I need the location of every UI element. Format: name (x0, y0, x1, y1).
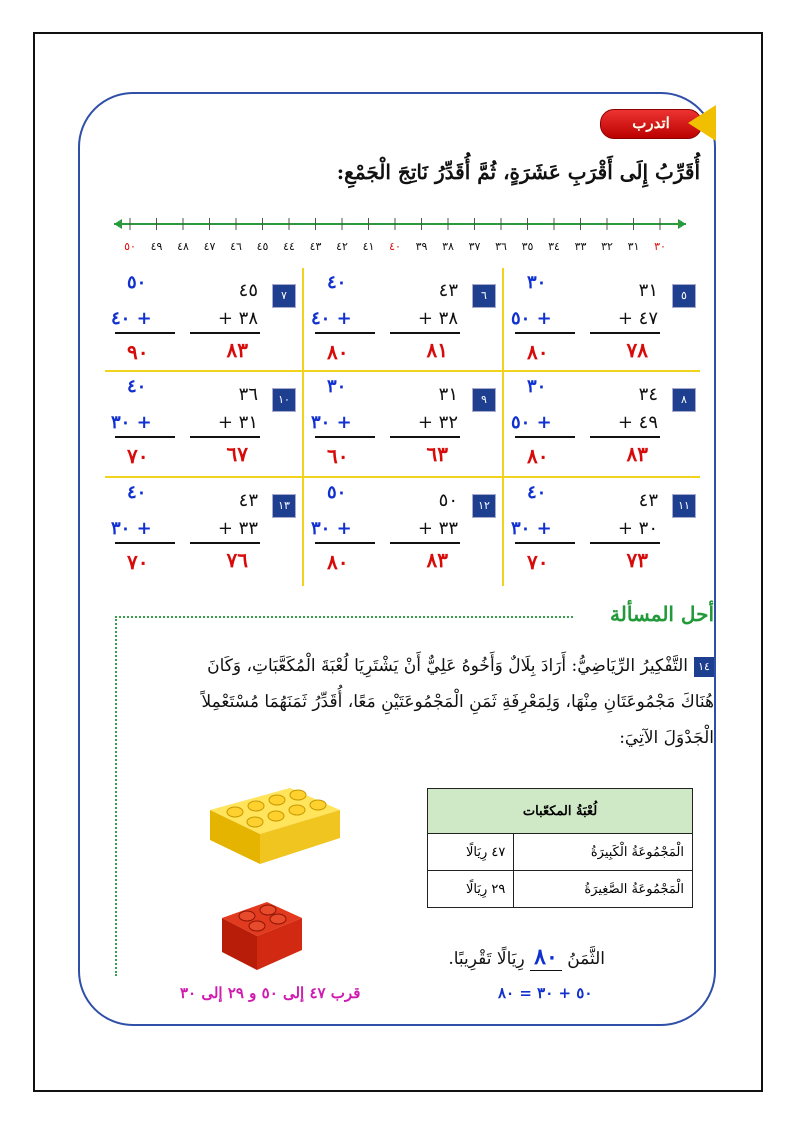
exact-sum: ٨٣ (426, 548, 448, 572)
rounded-bottom: + ٣٠ (311, 412, 352, 433)
exercise-cell (505, 478, 700, 580)
dotted-divider (115, 616, 117, 976)
exact-sum: ٧٣ (626, 548, 648, 572)
exact-sum: ٨٣ (226, 338, 248, 362)
arrow-left-icon (114, 219, 122, 229)
row-price: ٢٩ رِيَالًا (428, 871, 514, 908)
addend-bottom: + ٤٧ (617, 308, 658, 329)
addend-bottom: + ٣٣ (417, 518, 458, 539)
addend-bottom: + ٣٣ (217, 518, 258, 539)
exercise-number: ٧ (272, 284, 296, 308)
answer-line (448, 944, 605, 970)
exercise-cell (105, 372, 300, 474)
exact-sum: ٧٦ (226, 548, 248, 572)
practice-label: اتدرب (600, 109, 702, 139)
rounded-bottom: + ٤٠ (311, 308, 352, 329)
sum-underline (190, 332, 260, 334)
exercise-number: ١٢ (472, 494, 496, 518)
number-line-label: ٤٠ (389, 240, 401, 253)
exercise-number: ١٠ (272, 388, 296, 412)
exact-sum: ٨٣ (626, 442, 648, 466)
number-line-label: ٤٥ (256, 240, 269, 253)
equation-note: ٥٠ + ٣٠ = ٨٠ (498, 984, 593, 1002)
addend-top: ٤٣ (438, 280, 458, 301)
number-line-label: ٤٦ (230, 240, 242, 253)
number-line-label: ٣٤ (548, 240, 560, 253)
estimate-underline (315, 542, 375, 544)
exercise-cell (105, 268, 300, 370)
addend-bottom: + ٣١ (217, 412, 258, 433)
addend-top: ٤٣ (638, 490, 658, 511)
sum-underline (590, 332, 660, 334)
number-line-label: ٣٧ (468, 240, 481, 253)
estimated-sum: ٧٠ (127, 444, 149, 468)
estimated-sum: ٧٠ (127, 550, 149, 574)
number-line-label: ٣٩ (415, 240, 428, 253)
section-title: أحل المسألة (610, 602, 714, 626)
number-line-label: ٤٨ (177, 240, 189, 253)
rounded-bottom: + ٣٠ (111, 518, 152, 539)
sum-underline (590, 542, 660, 544)
number-line-label: ٣٥ (521, 240, 534, 253)
exact-sum: ٦٣ (426, 442, 448, 466)
exact-sum: ٦٧ (226, 442, 248, 466)
exercise-number: ٩ (472, 388, 496, 412)
rounded-bottom: + ٤٠ (111, 308, 152, 329)
number-line-label: ٤٣ (309, 240, 322, 253)
sum-underline (390, 332, 460, 334)
estimate-underline (515, 542, 575, 544)
exercise-cell (505, 372, 700, 474)
number-line-label: ٥٠ (124, 240, 136, 253)
problem-line-3: الْجَدْوَلَ الآتِيَ: (619, 728, 714, 748)
addend-bottom: + ٤٩ (617, 412, 658, 433)
estimated-sum: ٨٠ (327, 340, 349, 364)
exercise-cell (305, 372, 500, 474)
table-row (428, 871, 693, 908)
number-line-label: ٤٤ (283, 240, 295, 253)
estimate-underline (115, 332, 175, 334)
estimate-underline (315, 332, 375, 334)
estimated-sum: ٧٠ (527, 550, 549, 574)
exercise-number: ١٣ (272, 494, 296, 518)
addend-top: ٣١ (638, 280, 658, 301)
exercise-number: ٥ (672, 284, 696, 308)
grid-divider (502, 268, 504, 586)
sum-underline (390, 542, 460, 544)
rounded-top: ٤٠ (127, 482, 147, 503)
number-line-label: ٣٦ (495, 240, 507, 253)
rounded-top: ٣٠ (527, 376, 547, 397)
rounded-top: ٥٠ (127, 272, 147, 293)
answer-value[interactable]: ٨٠ (530, 944, 562, 971)
problem-line-2: هُنَاكَ مَجْمُوعَتَانِ مِنْهَا، وَلِمَعْرِفَةِ ثَمَنِ الْمَجْمُوعَتَيْنِ مَعًا، أُقَدِّرُ ثَمَنَهُمَا مُسْتَعْمِلاً (201, 692, 714, 712)
addend-bottom: + ٣٠ (617, 518, 658, 539)
exact-sum: ٨١ (426, 338, 448, 362)
rounded-bottom: + ٣٠ (311, 518, 352, 539)
estimate-underline (115, 436, 175, 438)
estimated-sum: ٨٠ (327, 550, 349, 574)
rounded-bottom: + ٥٠ (511, 412, 552, 433)
rounded-top: ٤٠ (127, 376, 147, 397)
price-table (427, 788, 693, 908)
rounded-top: ٤٠ (527, 482, 547, 503)
number-line-label: ٣٠ (654, 240, 666, 253)
row-label: الْمَجْمُوعَةُ الْكَبِيرَةُ (514, 834, 693, 871)
exercise-cell (305, 478, 500, 580)
problem-line-1 (134, 650, 714, 683)
arrow-icon (688, 105, 716, 141)
estimate-underline (115, 542, 175, 544)
addend-bottom: + ٣٢ (417, 412, 458, 433)
number-line-label: ٤٢ (336, 240, 348, 253)
rounded-top: ٥٠ (327, 482, 347, 503)
rounded-bottom: + ٣٠ (511, 518, 552, 539)
arrow-right-icon (678, 219, 686, 229)
dotted-divider (115, 616, 573, 618)
sum-underline (590, 436, 660, 438)
number-line-label: ٣٨ (442, 240, 454, 253)
exercise-grid (105, 268, 700, 586)
estimated-sum: ٩٠ (127, 340, 149, 364)
problem-number: ١٤ (694, 657, 714, 677)
small-lego-brick-image (212, 888, 312, 978)
addend-bottom: + ٣٨ (217, 308, 258, 329)
estimated-sum: ٨٠ (527, 444, 549, 468)
exercise-cell (305, 268, 500, 370)
estimate-underline (515, 436, 575, 438)
rounded-top: ٣٠ (327, 376, 347, 397)
number-line (112, 212, 692, 262)
rounded-top: ٣٠ (527, 272, 547, 293)
rounding-note: قرب ٤٧ إلى ٥٠ و ٢٩ إلى ٣٠ (180, 984, 361, 1002)
exercise-cell (505, 268, 700, 370)
estimated-sum: ٦٠ (327, 444, 349, 468)
sum-underline (190, 542, 260, 544)
estimate-underline (515, 332, 575, 334)
number-line-label: ٣٢ (601, 240, 613, 253)
practice-badge (600, 105, 720, 141)
estimated-sum: ٨٠ (527, 340, 549, 364)
estimate-underline (315, 436, 375, 438)
grid-divider (302, 268, 304, 586)
rounded-bottom: + ٥٠ (511, 308, 552, 329)
problem-text: التَّفْكِيرُ الرِّيَاضِيُّ: أَرَادَ بِلَالٌ وَأَخُوهُ عَلِيٌّ أَنْ يَشْتَرِيَا لُعْبَةَ الْمُكَعَّبَاتِ، وَكَانَ (207, 656, 688, 676)
rounded-bottom: + ٣٠ (111, 412, 152, 433)
answer-suffix: رِيَالًا تَقْرِيبًا. (448, 949, 525, 969)
addend-top: ٤٥ (238, 280, 258, 301)
addend-top: ٣٦ (238, 384, 258, 405)
addend-bottom: + ٣٨ (417, 308, 458, 329)
large-lego-brick-image (190, 770, 350, 870)
addend-top: ٣٤ (638, 384, 658, 405)
row-price: ٤٧ رِيَالًا (428, 834, 514, 871)
exercise-cell (105, 478, 300, 580)
number-line-label: ٤٧ (203, 240, 216, 253)
exercise-number: ٦ (472, 284, 496, 308)
number-line-label: ٣١ (627, 240, 640, 253)
exact-sum: ٧٨ (626, 338, 648, 362)
table-header: لُعْبَةُ المكعّبات (428, 789, 693, 834)
number-line-label: ٤١ (362, 240, 375, 253)
number-line-label: ٤٩ (150, 240, 163, 253)
addend-top: ٣١ (438, 384, 458, 405)
answer-prefix: الثَّمَنُ (567, 949, 605, 969)
exercise-number: ٨ (672, 388, 696, 412)
addend-top: ٤٣ (238, 490, 258, 511)
rounded-top: ٤٠ (327, 272, 347, 293)
sum-underline (190, 436, 260, 438)
number-line-label: ٣٣ (574, 240, 587, 253)
exercise-number: ١١ (672, 494, 696, 518)
sum-underline (390, 436, 460, 438)
instruction-text: أُقَرِّبُ إِلَى أَقْرَبِ عَشَرَةٍ، ثُمَّ أُقَدِّرُ نَاتِجَ الْجَمْعِ: (336, 160, 700, 184)
table-row (428, 834, 693, 871)
addend-top: ٥٠ (438, 490, 458, 511)
row-label: الْمَجْمُوعَةُ الصَّغِيرَةُ (514, 871, 693, 908)
